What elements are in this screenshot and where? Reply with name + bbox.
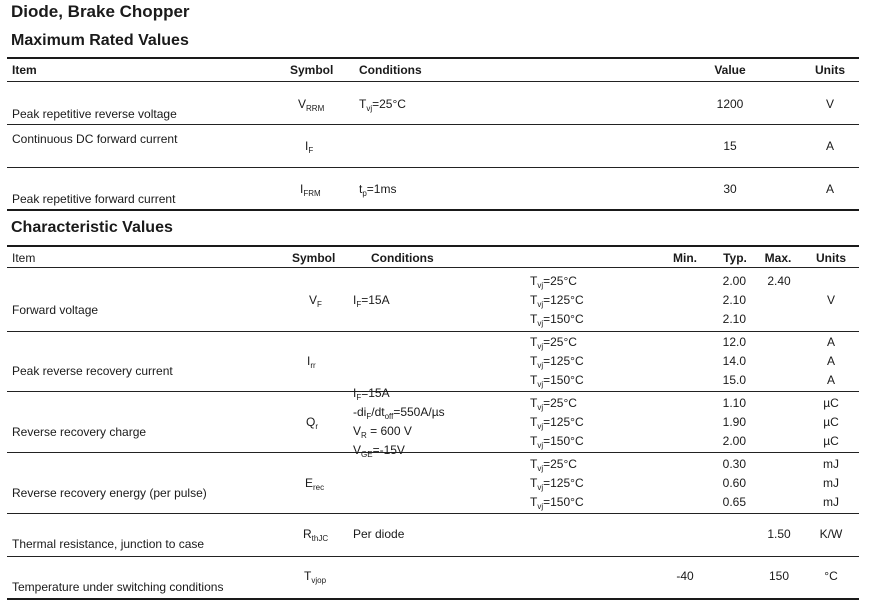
- rule: [7, 81, 859, 82]
- max-value: 150: [768, 569, 790, 583]
- header-conditions: Conditions: [371, 251, 434, 265]
- typ-value: 2.00: [722, 274, 746, 288]
- row-units: A: [826, 354, 835, 368]
- rule: [7, 124, 859, 125]
- row-item: Continuous DC forward current: [12, 132, 178, 146]
- rule: [7, 452, 859, 453]
- row-symbol: $Q_r$: [306, 415, 319, 431]
- row-conditions: Per diode: [353, 527, 405, 541]
- row-item: Temperature under switching conditions: [12, 580, 224, 594]
- typ-value: 12.0: [722, 335, 746, 349]
- row-item: Peak repetitive forward current: [12, 192, 176, 206]
- typ-value: 1.90: [722, 415, 746, 429]
- section-heading-max: Maximum Rated Values: [11, 32, 189, 49]
- row-symbol: $V_{RRM}$: [298, 97, 325, 113]
- rule: [7, 598, 859, 600]
- row-units: °C: [824, 569, 838, 583]
- shared-condition-line: $V_{GE}=-15V$: [353, 443, 405, 459]
- temp-condition: $T_{vj}=25^\circ C$: [530, 274, 577, 290]
- row-units: V: [825, 97, 834, 111]
- row-item: Forward voltage: [12, 303, 99, 317]
- row-units: A: [826, 335, 835, 349]
- section-heading-char: Characteristic Values: [11, 219, 173, 236]
- temp-condition: $T_{vj}=25^\circ C$: [530, 335, 577, 351]
- row-conditions: $T_{vj}=25^\circ C$: [359, 97, 406, 113]
- temp-condition: $T_{vj}=25^\circ C$: [530, 457, 577, 473]
- header-min: Min.: [673, 251, 697, 265]
- typ-value: 2.10: [722, 312, 746, 326]
- max-value: 2.40: [767, 274, 791, 288]
- row-units: A: [825, 139, 834, 153]
- rule: [7, 57, 859, 59]
- temp-condition: $T_{vj}=125^\circ C$: [530, 415, 584, 431]
- rule: [7, 245, 859, 247]
- row-symbol: $R_{thJC}$: [303, 527, 329, 543]
- typ-value: 0.65: [722, 495, 746, 509]
- temp-condition: $T_{vj}=150^\circ C$: [530, 373, 584, 389]
- row-item: Reverse recovery charge: [12, 425, 147, 439]
- header-units: Units: [815, 63, 845, 77]
- row-symbol: $I_{rr}$: [307, 354, 316, 370]
- row-units: A: [825, 182, 834, 196]
- row-units: V: [826, 293, 835, 307]
- temp-condition: $T_{vj}=25^\circ C$: [530, 396, 577, 412]
- rule: [7, 167, 859, 168]
- row-conditions: $t_p=1ms$: [359, 182, 397, 198]
- row-units: µC: [823, 434, 839, 448]
- typ-value: 14.0: [722, 354, 746, 368]
- rule: [7, 513, 859, 514]
- header-typ: Typ.: [723, 251, 747, 265]
- header-units: Units: [816, 251, 846, 265]
- row-units: µC: [823, 415, 839, 429]
- rule: [7, 391, 859, 392]
- typ-value: 1.10: [722, 396, 746, 410]
- row-symbol: $V_F$: [309, 293, 322, 309]
- header-item: Item: [12, 63, 37, 77]
- row-units: K/W: [819, 527, 843, 541]
- rule: [7, 556, 859, 557]
- header-item: Item: [12, 251, 36, 265]
- row-units: mJ: [823, 457, 839, 471]
- typ-value: 0.60: [722, 476, 746, 490]
- temp-condition: $T_{vj}=150^\circ C$: [530, 495, 584, 511]
- row-item: Reverse recovery energy (per pulse): [12, 486, 207, 500]
- shared-condition-line: $I_F=15A$: [353, 386, 390, 402]
- document-title: Diode, Brake Chopper: [11, 2, 190, 21]
- row-symbol: $E_{rec}$: [305, 476, 325, 492]
- row-symbol: $I_{FRM}$: [300, 182, 321, 198]
- shared-condition-line: $-di_F/dt_{off}=550A/\mu s$: [353, 405, 445, 421]
- header-symbol: Symbol: [290, 63, 334, 77]
- row-units: A: [826, 373, 835, 387]
- row-symbol: $I_F$: [305, 139, 314, 155]
- temp-condition: $T_{vj}=150^\circ C$: [530, 312, 584, 328]
- row-conditions: $I_F=15A$: [353, 293, 390, 309]
- header-conditions: Conditions: [359, 63, 422, 77]
- temp-condition: $T_{vj}=125^\circ C$: [530, 354, 584, 370]
- rule: [7, 267, 859, 268]
- max-value: 1.50: [767, 527, 791, 541]
- temp-condition: $T_{vj}=125^\circ C$: [530, 293, 584, 309]
- row-units: mJ: [823, 495, 839, 509]
- shared-condition-line: $V_R = 600$ V: [353, 424, 412, 440]
- typ-value: 2.10: [722, 293, 746, 307]
- row-units: mJ: [823, 476, 839, 490]
- header-symbol: Symbol: [292, 251, 336, 265]
- row-item: Thermal resistance, junction to case: [12, 537, 205, 551]
- typ-value: 0.30: [722, 457, 746, 471]
- row-item: Peak reverse recovery current: [12, 364, 173, 378]
- rule: [7, 209, 859, 211]
- row-units: µC: [823, 396, 839, 410]
- header-value: Value: [714, 63, 746, 77]
- header-max: Max.: [764, 251, 792, 265]
- row-symbol: $T_{vjop}$: [304, 569, 327, 585]
- min-value: -40: [676, 569, 694, 583]
- row-item: Peak repetitive reverse voltage: [12, 107, 177, 121]
- row-value: 30: [723, 182, 737, 196]
- temp-condition: $T_{vj}=150^\circ C$: [530, 434, 584, 450]
- row-value: 15: [723, 139, 737, 153]
- typ-value: 15.0: [722, 373, 746, 387]
- rule: [7, 331, 859, 332]
- temp-condition: $T_{vj}=125^\circ C$: [530, 476, 584, 492]
- typ-value: 2.00: [722, 434, 746, 448]
- row-value: 1200: [716, 97, 744, 111]
